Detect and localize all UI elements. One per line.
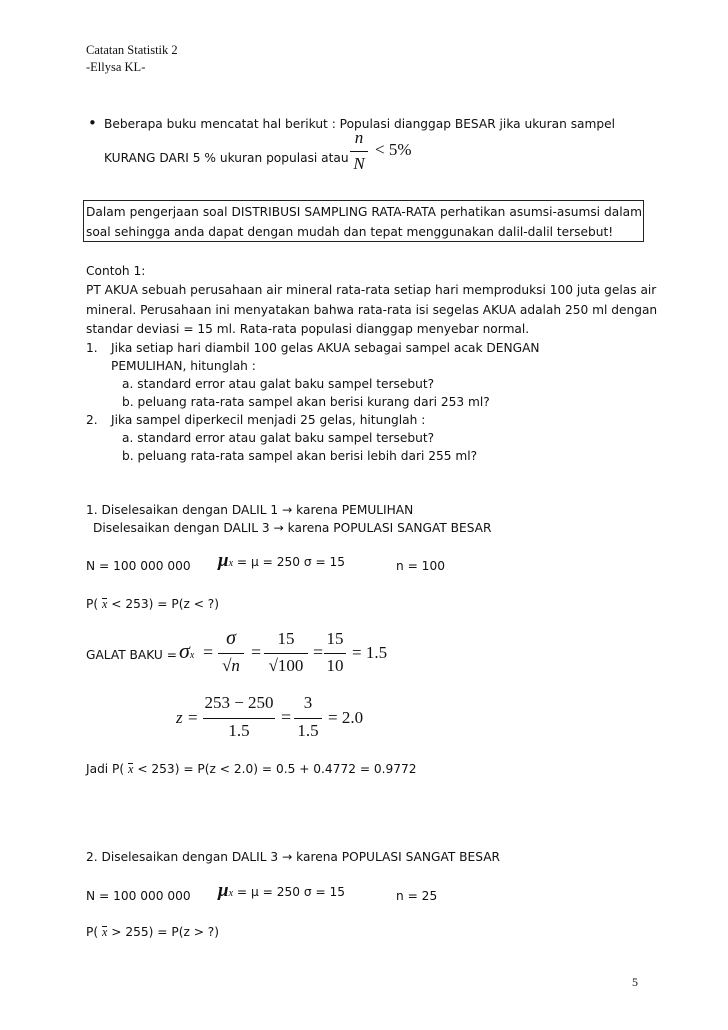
header-author: -Ellysa KL- (86, 60, 146, 74)
solution-2-line-1: 2. Diselesaikan dengan DALIL 3 → karena POPULASI SANGAT BESAR (86, 850, 500, 864)
prob-suffix: < 253) = P(z < ?) (107, 597, 220, 611)
sigma-symbol: σ (179, 638, 190, 663)
solution-1-line-2: Diselesaikan dengan DALIL 3 → karena POPULASI SANGAT BESAR (93, 521, 492, 535)
equals-sign-1: = (203, 642, 214, 662)
solution-1-mean-formula (218, 550, 345, 572)
fraction-1-line (218, 653, 244, 654)
note-line-2: KURANG DARI 5 % ukuran populasi atau (104, 151, 349, 165)
question-2-part-a: a. standard error atau galat baku sampel tersebut? (122, 431, 435, 445)
mu-subscript: x (228, 888, 234, 899)
z-equals-sign: = (281, 707, 292, 727)
fraction-3-line (324, 653, 346, 654)
example-paragraph-line-2: mineral. Perusahaan ini menyatakan bahwa rata-rata isi segelas AKUA adalah 250 ml dengan (86, 303, 658, 317)
question-1-number: 1. (86, 341, 98, 355)
notice-line-1: Dalam pengerjaan soal DISTRIBUSI SAMPLING RATA-RATA perhatikan asumsi-asumsi dalam (86, 205, 642, 219)
notice-line-2: soal sehingga anda dapat dengan mudah dan tepat menggunakan dalil-dalil tersebut! (86, 225, 614, 239)
question-2-number: 2. (86, 413, 98, 427)
z-label: z = (176, 708, 199, 727)
solution-1-conclusion (86, 762, 417, 777)
note-frac-line (350, 151, 368, 152)
header-title: Catatan Statistik 2 (86, 43, 178, 57)
solution-1-sample-size: n = 100 (396, 559, 445, 573)
z2-fraction-denominator: 1.5 (297, 721, 319, 740)
note-line-1: Beberapa buku mencatat hal berikut : Populasi dianggap BESAR jika ukuran sampel (104, 117, 616, 131)
z-fraction-line (203, 718, 275, 719)
x-bar-symbol: x (101, 925, 108, 939)
mu-symbol: μ (218, 550, 229, 571)
z2-fraction-line (294, 718, 322, 719)
sigma-x-symbol (179, 638, 194, 664)
solution-1-probability-question (86, 597, 219, 612)
solution-2-sample-size: n = 25 (396, 889, 438, 903)
fraction-2-numerator: 15 (277, 629, 295, 648)
fraction-1-numerator: σ (226, 627, 236, 649)
page-number: 5 (632, 975, 638, 989)
mu-symbol: μ (218, 880, 229, 901)
mu-values: = μ = 250 σ = 15 (233, 885, 346, 899)
galat-baku-label: GALAT BAKU = (86, 648, 177, 662)
z-result: = 2.0 (328, 708, 364, 727)
prob-suffix: > 255) = P(z > ?) (107, 925, 220, 939)
solution-2-population-size: N = 100 000 000 (86, 889, 191, 903)
fraction-2-line (264, 653, 308, 654)
sigma-subscript: x (189, 650, 195, 661)
solution-2-probability-question (86, 925, 219, 940)
note-frac-denominator: N (353, 154, 365, 173)
example-paragraph-line-3: standar deviasi = 15 ml. Rata-rata populasi dianggap menyebar normal. (86, 322, 530, 336)
fraction-3-denominator: 10 (326, 656, 344, 675)
equals-sign-3: = (313, 642, 324, 662)
question-2-line-1: Jika sampel diperkecil menjadi 25 gelas, hitunglah : (111, 413, 426, 427)
solution-1-line-1: 1. Diselesaikan dengan DALIL 1 → karena PEMULIHAN (86, 503, 414, 517)
note-frac-numerator: n (354, 128, 364, 147)
prob-prefix: P( (86, 597, 102, 611)
question-1-part-a: a. standard error atau galat baku sampel tersebut? (122, 377, 435, 391)
fraction-3-numerator: 15 (326, 629, 344, 648)
bullet-icon: • (88, 114, 97, 132)
question-1-line-1: Jika setiap hari diambil 100 gelas AKUA sebagai sampel acak DENGAN (111, 341, 540, 355)
conclusion-prefix: Jadi P( (86, 762, 129, 776)
conclusion-suffix: < 253) = P(z < 2.0) = 0.5 + 0.4772 = 0.9772 (133, 762, 417, 776)
example-paragraph-line-1: PT AKUA sebuah perusahaan air mineral rata-rata setiap hari memproduksi 100 juta gelas air (86, 283, 657, 297)
x-bar-symbol: x (128, 762, 134, 776)
galat-baku-result: = 1.5 (352, 643, 388, 662)
question-1-part-b: b. peluang rata-rata sampel akan berisi kurang dari 253 ml? (122, 395, 490, 409)
mu-subscript: x (228, 558, 234, 569)
fraction-2-denominator: √100 (268, 656, 304, 675)
note-frac-rest: < 5% (375, 140, 412, 159)
solution-2-mean-formula (218, 880, 345, 902)
solution-1-population-size: N = 100 000 000 (86, 559, 191, 573)
z-fraction-denominator: 1.5 (228, 721, 250, 740)
mu-values: = μ = 250 σ = 15 (233, 555, 346, 569)
question-1-line-2: PEMULIHAN, hitunglah : (111, 359, 256, 373)
example-title: Contoh 1: (86, 264, 146, 278)
fraction-1-denominator: √n (222, 656, 240, 675)
z2-fraction-numerator: 3 (303, 693, 313, 712)
x-bar-symbol: x (101, 597, 108, 611)
question-2-part-b: b. peluang rata-rata sampel akan berisi lebih dari 255 ml? (122, 449, 478, 463)
prob-prefix: P( (86, 925, 102, 939)
z-fraction-numerator: 253 − 250 (204, 693, 274, 712)
equals-sign-2: = (251, 642, 262, 662)
